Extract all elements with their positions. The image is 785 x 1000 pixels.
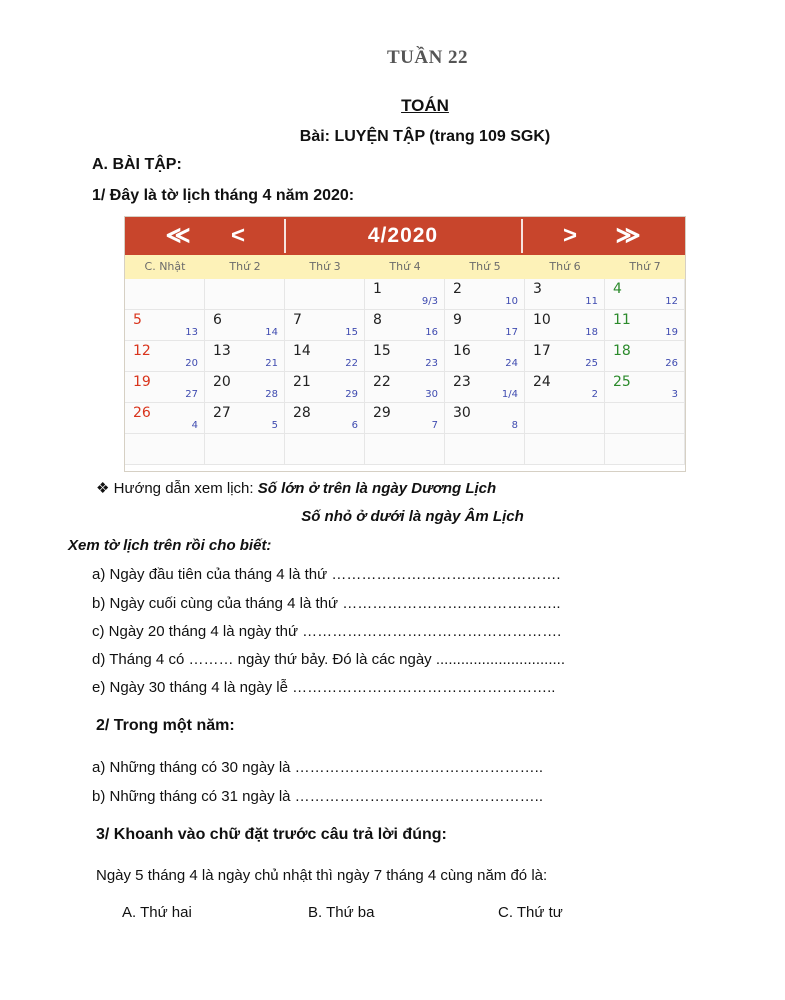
solar-date: 13 [213, 343, 231, 359]
calendar-empty-cell [285, 279, 365, 310]
calendar-day-cell[interactable] [605, 341, 685, 372]
question-2-title: 2/ Trong một năm: [96, 717, 235, 734]
calendar-day-cell[interactable] [365, 310, 445, 341]
lunar-date: 2 [591, 389, 598, 400]
lunar-date: 12 [665, 296, 678, 307]
calendar-day-cell[interactable] [365, 279, 445, 310]
solar-date: 10 [533, 312, 551, 328]
solar-date: 5 [133, 312, 142, 328]
instruction-text: Xem tờ lịch trên rồi cho biết: [68, 537, 272, 554]
lunar-date: 11 [585, 296, 598, 307]
solar-date: 20 [213, 374, 231, 390]
lunar-date: 27 [185, 389, 198, 400]
calendar-day-cell[interactable] [445, 372, 525, 403]
week-heading: TUẦN 22 [386, 47, 469, 68]
solar-date: 6 [213, 312, 222, 328]
solar-date: 26 [133, 405, 151, 421]
solar-date: 3 [533, 281, 542, 297]
calendar-day-cell[interactable] [365, 372, 445, 403]
calendar-day-cell[interactable] [285, 310, 365, 341]
section-a-heading: A. BÀI TẬP: [92, 156, 182, 173]
lunar-date: 15 [345, 327, 358, 338]
calendar-day-cell[interactable] [125, 372, 205, 403]
calendar-day-cell[interactable] [605, 279, 685, 310]
lunar-date: 22 [345, 358, 358, 369]
solar-date: 28 [293, 405, 311, 421]
lunar-date: 13 [185, 327, 198, 338]
calendar-day-cell[interactable] [125, 310, 205, 341]
header-divider [521, 219, 523, 253]
calendar-empty-cell [445, 434, 525, 465]
calendar-guide-line-1 [96, 479, 496, 497]
calendar-day-cell[interactable] [205, 372, 285, 403]
lunar-date: 24 [505, 358, 518, 369]
lunar-date: 1/4 [501, 389, 518, 400]
calendar-day-cell[interactable] [285, 341, 365, 372]
calendar-day-cell[interactable] [285, 372, 365, 403]
calendar-day-cell[interactable] [605, 310, 685, 341]
solar-date: 11 [613, 312, 631, 328]
calendar-day-cell[interactable] [285, 403, 365, 434]
solar-date: 4 [613, 281, 622, 297]
solar-date: 16 [453, 343, 471, 359]
calendar-day-cell[interactable] [525, 372, 605, 403]
subject-heading: TOÁN [401, 96, 449, 115]
calendar-title: 4/2020 [367, 224, 439, 247]
calendar-empty-cell [285, 434, 365, 465]
weekday-label: Thứ 6 [549, 260, 581, 273]
calendar-day-cell[interactable] [445, 403, 525, 434]
question-2-item-a: a) Những tháng có 30 ngày là ………………………………………….. [92, 759, 544, 776]
question-2-item-b: b) Những tháng có 31 ngày là ………………………………………….. [92, 788, 544, 805]
lunar-date: 29 [345, 389, 358, 400]
calendar-day-cell[interactable] [525, 341, 605, 372]
question-1-title: 1/ Đây là tờ lịch tháng 4 năm 2020: [92, 187, 355, 204]
solar-date: 22 [373, 374, 391, 390]
lunar-date: 17 [505, 327, 518, 338]
calendar-guide-line-2: Số nhỏ ở dưới là ngày Âm Lịch [301, 508, 524, 525]
weekday-label: Thứ 2 [229, 260, 261, 273]
weekday-label: Thứ 4 [389, 260, 421, 273]
calendar-day-cell[interactable] [445, 279, 525, 310]
weekday-label: C. Nhật [144, 260, 186, 273]
solar-date: 2 [453, 281, 462, 297]
calendar-empty-cell [525, 403, 605, 434]
lunar-date: 19 [665, 327, 678, 338]
guide-label: Hướng dẫn xem lịch: [113, 480, 254, 497]
lunar-date: 23 [425, 358, 438, 369]
lunar-date: 18 [585, 327, 598, 338]
calendar-day-cell[interactable] [525, 279, 605, 310]
question-3-text: Ngày 5 tháng 4 là ngày chủ nhật thì ngày 7 tháng 4 cùng năm đó là: [96, 867, 548, 884]
solar-date: 18 [613, 343, 631, 359]
question-3-title: 3/ Khoanh vào chữ đặt trước câu trả lời đúng: [96, 826, 447, 843]
calendar-empty-cell [205, 279, 285, 310]
lunar-date: 7 [431, 420, 438, 431]
calendar-empty-cell [125, 434, 205, 465]
solar-date: 25 [613, 374, 631, 390]
calendar-empty-cell [605, 434, 685, 465]
lunar-date: 28 [265, 389, 278, 400]
solar-date: 21 [293, 374, 311, 390]
lunar-date: 6 [351, 420, 358, 431]
option-c: C. Thứ tư [498, 904, 563, 921]
lunar-date: 16 [425, 327, 438, 338]
lunar-date: 8 [511, 420, 518, 431]
calendar-day-cell[interactable] [365, 341, 445, 372]
weekday-label: Thứ 3 [309, 260, 341, 273]
lesson-title: Bài: LUYỆN TẬP (trang 109 SGK) [299, 128, 551, 145]
calendar-day-cell[interactable] [365, 403, 445, 434]
calendar-day-cell[interactable] [445, 341, 525, 372]
calendar-empty-cell [365, 434, 445, 465]
lunar-date: 4 [191, 420, 198, 431]
solar-date: 30 [453, 405, 471, 421]
calendar-empty-cell [525, 434, 605, 465]
solar-date: 12 [133, 343, 151, 359]
prev-month-icon[interactable]: < [230, 222, 245, 249]
weekday-label: Thứ 5 [469, 260, 501, 273]
solar-date: 19 [133, 374, 151, 390]
solar-date: 23 [453, 374, 471, 390]
calendar-day-cell[interactable] [205, 403, 285, 434]
solar-date: 14 [293, 343, 311, 359]
calendar-day-cell[interactable] [525, 310, 605, 341]
lunar-date: 21 [265, 358, 278, 369]
solar-date: 15 [373, 343, 391, 359]
solar-date: 9 [453, 312, 462, 328]
guide-big-number-text: Số lớn ở trên là ngày Dương Lịch [257, 480, 497, 497]
option-a: A. Thứ hai [122, 904, 192, 921]
weekday-label: Thứ 7 [629, 260, 661, 273]
calendar-day-cell[interactable] [125, 341, 205, 372]
calendar-header [125, 217, 685, 255]
calendar-empty-cell [605, 403, 685, 434]
calendar-empty-cell [125, 279, 205, 310]
solar-date: 29 [373, 405, 391, 421]
prev-year-icon[interactable]: ≪ [165, 222, 191, 249]
question-1-item-b: b) Ngày cuối cùng của tháng 4 là thứ …………………………………….. [92, 595, 561, 612]
lunar-date: 14 [265, 327, 278, 338]
next-year-icon[interactable]: ≫ [615, 222, 641, 249]
option-b: B. Thứ ba [308, 904, 375, 921]
calendar-day-cell[interactable] [205, 310, 285, 341]
calendar [124, 216, 686, 472]
lunar-date: 25 [585, 358, 598, 369]
lunar-date: 3 [671, 389, 678, 400]
solar-date: 7 [293, 312, 302, 328]
solar-date: 27 [213, 405, 231, 421]
lunar-date: 26 [665, 358, 678, 369]
solar-date: 17 [533, 343, 551, 359]
solar-date: 8 [373, 312, 382, 328]
lunar-date: 10 [505, 296, 518, 307]
calendar-empty-cell [205, 434, 285, 465]
guide-bullet-icon: ❖ [96, 480, 110, 497]
question-1-item-a: a) Ngày đầu tiên của tháng 4 là thứ ………………………………………. [92, 566, 561, 583]
calendar-day-cell[interactable] [605, 372, 685, 403]
question-1-item-e: e) Ngày 30 tháng 4 là ngày lễ …………………………………………….. [92, 679, 556, 696]
lunar-date: 5 [271, 420, 278, 431]
next-month-icon[interactable]: > [562, 222, 577, 249]
weekday-header-row [125, 255, 685, 280]
solar-date: 24 [533, 374, 551, 390]
calendar-day-cell[interactable] [205, 341, 285, 372]
calendar-day-cell[interactable] [125, 403, 205, 434]
question-1-item-d: d) Tháng 4 có ……… ngày thứ bảy. Đó là các ngày ............................... [92, 651, 566, 668]
solar-date: 1 [373, 281, 382, 297]
lunar-date: 20 [185, 358, 198, 369]
lunar-date: 9/3 [421, 296, 438, 307]
calendar-day-cell[interactable] [445, 310, 525, 341]
question-1-item-c: c) Ngày 20 tháng 4 là ngày thứ ……………………………………………. [92, 623, 562, 640]
lunar-date: 30 [425, 389, 438, 400]
